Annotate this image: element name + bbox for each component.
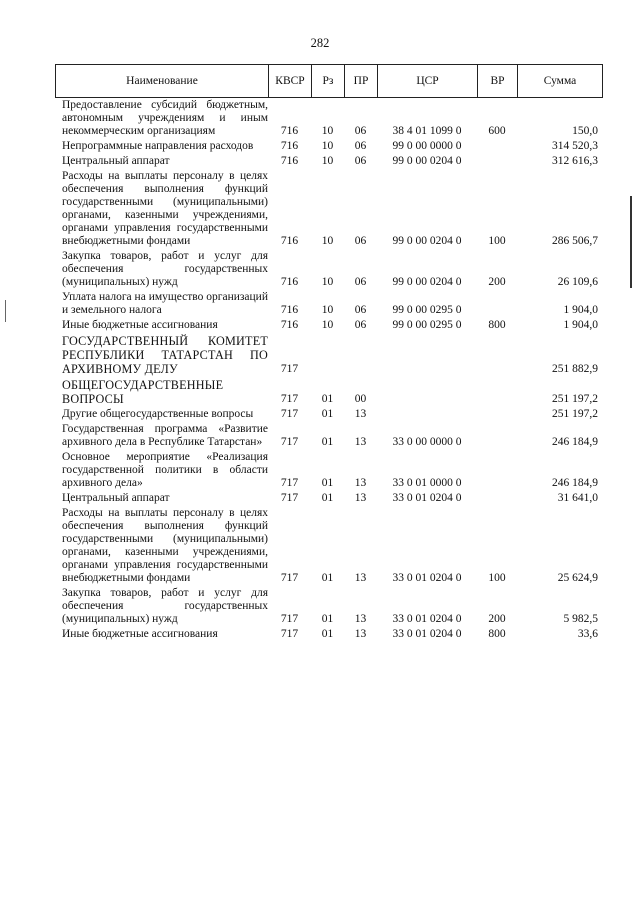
row-kvsr: 716 (280, 140, 299, 152)
row-name: Уплата налога на имущество организаций и земельного налога (62, 291, 268, 316)
table-row (55, 587, 602, 626)
row-sum: 312 616,3 (552, 155, 598, 167)
table-row (55, 250, 602, 289)
row-rz: 10 (321, 155, 334, 167)
table-row (55, 451, 602, 490)
row-sum: 31 641,0 (557, 492, 598, 504)
row-csr: 33 0 00 0000 0 (392, 436, 462, 448)
page-number: 282 (310, 36, 330, 50)
row-name: Иные бюджетные ассигнования (62, 628, 218, 640)
row-sum: 150,0 (572, 125, 598, 137)
row-sum: 1 904,0 (563, 319, 598, 331)
header-csr: ЦСР (378, 65, 478, 98)
table-row (55, 378, 602, 406)
row-kvsr: 716 (280, 319, 299, 331)
row-kvsr: 716 (280, 276, 299, 288)
table-row (55, 334, 602, 376)
row-csr: 99 0 00 0295 0 (392, 304, 462, 316)
row-rz: 10 (321, 235, 334, 247)
header-name: Наименование (56, 65, 269, 98)
row-vr: 800 (488, 628, 506, 640)
row-pr: 06 (354, 319, 367, 331)
row-sum: 314 520,3 (552, 140, 598, 152)
table-body (55, 99, 602, 643)
table-row (55, 291, 602, 317)
row-vr: 200 (488, 276, 506, 288)
row-name: Расходы на выплаты персоналу в целях обеспечения выполнения функций государственными (муниципальными) органами, казенными учреждениями, органами управления государственными внебюджетными фондами (62, 507, 268, 584)
row-kvsr: 717 (280, 436, 299, 448)
row-name: Основное мероприятие «Реализация государственной политики в области архивного дела» (62, 451, 268, 489)
row-csr: 38 4 01 1099 0 (392, 125, 462, 137)
row-name: Иные бюджетные ассигнования (62, 319, 218, 331)
row-pr: 13 (354, 408, 367, 420)
row-sum: 251 197,2 (552, 393, 598, 405)
table-row (55, 507, 602, 585)
row-rz: 01 (321, 628, 334, 640)
row-name: Государственная программа «Развитие архивного дела в Республике Татарстан» (62, 423, 268, 448)
row-pr: 06 (354, 155, 367, 167)
row-rz: 10 (321, 140, 334, 152)
row-kvsr: 717 (280, 363, 299, 375)
row-kvsr: 717 (280, 613, 299, 625)
row-name: Закупка товаров, работ и услуг для обеспечения государственных (муниципальных) нужд (62, 587, 268, 625)
header-kvsr: КВСР (269, 65, 312, 98)
row-sum: 5 982,5 (563, 613, 598, 625)
row-pr: 13 (354, 628, 367, 640)
row-sum: 286 506,7 (552, 235, 598, 247)
row-vr: 100 (488, 235, 506, 247)
row-name: ГОСУДАРСТВЕННЫЙ КОМИТЕТ РЕСПУБЛИКИ ТАТАРСТАН ПО АРХИВНОМУ ДЕЛУ (62, 334, 268, 376)
row-kvsr: 717 (280, 408, 299, 420)
row-pr: 06 (354, 125, 367, 137)
header-pr: ПР (345, 65, 378, 98)
row-sum: 1 904,0 (563, 304, 598, 316)
row-rz: 01 (321, 492, 334, 504)
table-header (55, 64, 603, 98)
row-name: Центральный аппарат (62, 155, 170, 167)
table-row (55, 99, 602, 138)
row-rz: 10 (321, 276, 334, 288)
row-pr: 13 (354, 492, 367, 504)
row-kvsr: 717 (280, 628, 299, 640)
row-name: Другие общегосударственные вопросы (62, 408, 254, 420)
header-sum: Сумма (518, 65, 603, 98)
row-vr: 100 (488, 572, 506, 584)
row-rz: 01 (321, 393, 334, 405)
table-header-frame (55, 64, 602, 98)
row-sum: 246 184,9 (552, 477, 598, 489)
row-name: Расходы на выплаты персоналу в целях обеспечения выполнения функций государственными (муниципальными) органами, казенными учреждениями, органами управления государственными внебюджетными фондами (62, 170, 268, 247)
row-pr: 06 (354, 276, 367, 288)
header-vr: ВР (478, 65, 518, 98)
row-csr: 33 0 01 0204 0 (392, 628, 462, 640)
row-kvsr: 717 (280, 477, 299, 489)
row-pr: 13 (354, 613, 367, 625)
row-rz: 01 (321, 408, 334, 420)
table-row (55, 492, 602, 505)
row-kvsr: 716 (280, 304, 299, 316)
row-rz: 01 (321, 436, 334, 448)
row-pr: 06 (354, 140, 367, 152)
row-vr: 800 (488, 319, 506, 331)
table-row (55, 628, 602, 641)
row-csr: 99 0 00 0204 0 (392, 276, 462, 288)
row-sum: 33,6 (577, 628, 598, 640)
row-csr: 33 0 01 0204 0 (392, 492, 462, 504)
row-csr: 99 0 00 0295 0 (392, 319, 462, 331)
row-rz: 01 (321, 477, 334, 489)
table-row (55, 423, 602, 449)
header-rz: Рз (312, 65, 345, 98)
row-sum: 251 882,9 (552, 363, 598, 375)
row-rz: 01 (321, 613, 334, 625)
row-sum: 251 197,2 (552, 408, 598, 420)
row-sum: 246 184,9 (552, 436, 598, 448)
row-vr: 200 (488, 613, 506, 625)
row-kvsr: 716 (280, 235, 299, 247)
table-row (55, 155, 602, 168)
table-row (55, 408, 602, 421)
row-csr: 33 0 01 0204 0 (392, 613, 462, 625)
row-vr: 600 (488, 125, 506, 137)
scan-edge-mark (630, 196, 632, 288)
row-rz: 10 (321, 304, 334, 316)
row-pr: 13 (354, 436, 367, 448)
scan-edge-mark (5, 300, 6, 322)
row-csr: 33 0 01 0000 0 (392, 477, 462, 489)
row-pr: 13 (354, 572, 367, 584)
row-kvsr: 717 (280, 393, 299, 405)
row-pr: 13 (354, 477, 367, 489)
row-sum: 26 109,6 (557, 276, 598, 288)
row-csr: 33 0 01 0204 0 (392, 572, 462, 584)
row-name: Непрограммные направления расходов (62, 140, 254, 152)
row-pr: 00 (354, 393, 367, 405)
row-csr: 99 0 00 0204 0 (392, 155, 462, 167)
row-kvsr: 716 (280, 155, 299, 167)
row-rz: 10 (321, 319, 334, 331)
table-row (55, 319, 602, 332)
row-name: Предоставление субсидий бюджетным, автономным учреждениям и иным некоммерческим организациям (62, 99, 268, 137)
row-name: ОБЩЕГОСУДАРСТВЕННЫЕ ВОПРОСЫ (62, 378, 224, 406)
row-name: Закупка товаров, работ и услуг для обеспечения государственных (муниципальных) нужд (62, 250, 268, 288)
row-kvsr: 717 (280, 572, 299, 584)
row-kvsr: 716 (280, 125, 299, 137)
row-kvsr: 717 (280, 492, 299, 504)
row-pr: 06 (354, 235, 367, 247)
row-csr: 99 0 00 0000 0 (392, 140, 462, 152)
row-rz: 01 (321, 572, 334, 584)
row-name: Центральный аппарат (62, 492, 170, 504)
table-row (55, 170, 602, 248)
row-pr: 06 (354, 304, 367, 316)
row-sum: 25 624,9 (557, 572, 598, 584)
row-rz: 10 (321, 125, 334, 137)
table-row (55, 140, 602, 153)
row-csr: 99 0 00 0204 0 (392, 235, 462, 247)
